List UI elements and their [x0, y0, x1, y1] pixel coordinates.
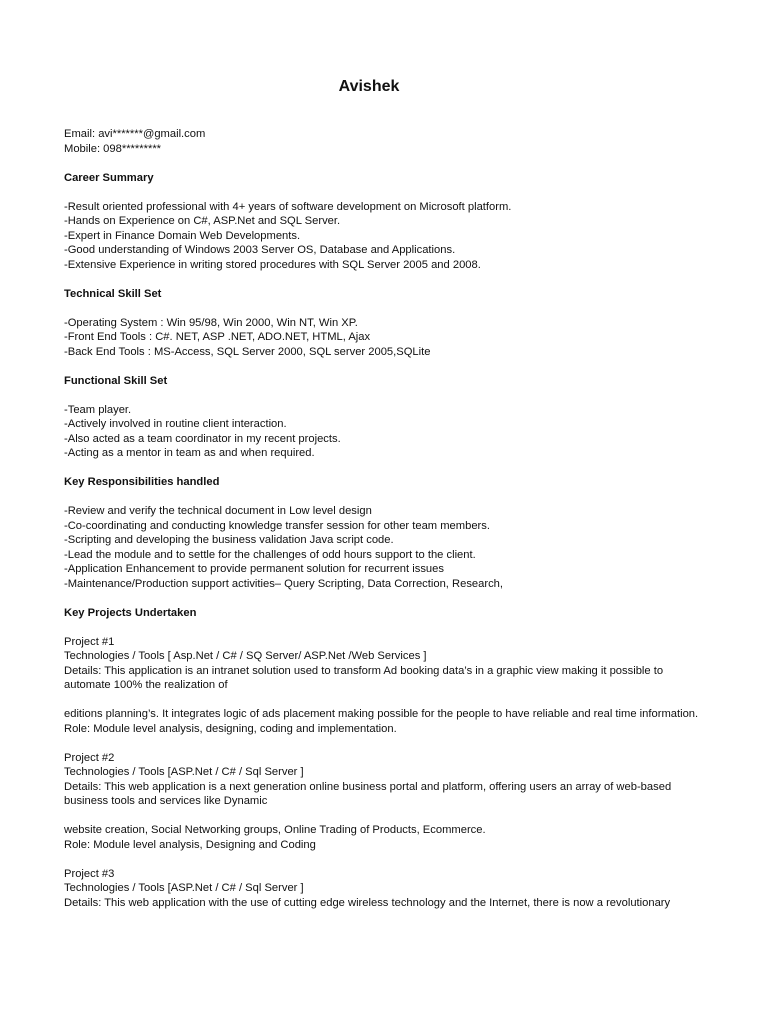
- project-technologies: Technologies / Tools [ASP.Net / C# / Sql Server ]: [64, 766, 304, 778]
- project-role: Role: Module level analysis, Designing and Coding: [64, 838, 316, 851]
- responsibility-item: -Co-coordinating and conducting knowledge transfer session for other team members.: [64, 519, 490, 532]
- responsibility-item: -Lead the module and to settle for the challenges of odd hours support to the client.: [64, 548, 476, 561]
- technical-skill-item: -Operating System : Win 95/98, Win 2000, Win NT, Win XP.: [64, 316, 358, 329]
- functional-skill-item: -Acting as a mentor in team as and when required.: [64, 447, 315, 459]
- responsibility-item: -Maintenance/Production support activities– Query Scripting, Data Correction, Research,: [64, 577, 504, 590]
- project-name: Project #2: [64, 751, 115, 764]
- project-details: Details: This web application is a next generation online business portal and platform, offering users an array of web-based business tools and services like Dynamic: [64, 780, 672, 807]
- resume-title: Avishek: [338, 78, 400, 95]
- technical-skills-heading: Technical Skill Set: [64, 287, 162, 300]
- project-technologies: Technologies / Tools [ Asp.Net / C# / SQ Server/ ASP.Net /Web Services ]: [64, 650, 427, 662]
- resume-content: [64, 127, 704, 910]
- career-summary-item: -Extensive Experience in writing stored procedures with SQL Server 2005 and 2008.: [64, 258, 481, 271]
- career-summary-heading: Career Summary: [64, 171, 154, 184]
- functional-skill-item: -Team player.: [64, 403, 132, 416]
- functional-skill-item: -Actively involved in routine client interaction.: [64, 418, 287, 430]
- functional-skill-item: -Also acted as a team coordinator in my recent projects.: [64, 432, 341, 445]
- project-details-continued: editions planning’s. It integrates logic of ads placement making possible for the people to have reliable and real time information.: [64, 708, 699, 720]
- career-summary-item: -Good understanding of Windows 2003 Server OS, Database and Applications.: [64, 244, 456, 256]
- project-role: Role: Module level analysis, designing, coding and implementation.: [64, 722, 397, 735]
- responsibilities-heading: Key Responsibilities handled: [64, 476, 220, 488]
- project-technologies: Technologies / Tools [ASP.Net / C# / Sql Server ]: [64, 882, 304, 894]
- responsibility-item: -Review and verify the technical document in Low level design: [64, 505, 372, 517]
- project-details-continued: website creation, Social Networking groups, Online Trading of Products, Ecommerce.: [64, 824, 486, 836]
- project-details: Details: This application is an intranet solution used to transform Ad booking data’s in a graphic view making it possible to automate 100% the realization of: [64, 664, 664, 691]
- project-name: Project #1: [64, 635, 115, 648]
- mobile-line: Mobile: 098*********: [64, 142, 162, 155]
- career-summary-item: -Expert in Finance Domain Web Developments.: [64, 229, 301, 242]
- career-summary-item: -Hands on Experience on C#, ASP.Net and SQL Server.: [64, 215, 341, 227]
- technical-skill-item: -Back End Tools : MS-Access, SQL Server 2000, SQL server 2005,SQLite: [64, 345, 431, 358]
- projects-heading: Key Projects Undertaken: [64, 606, 197, 619]
- email-line: Email: avi*******@gmail.com: [64, 128, 206, 140]
- project-details: Details: This web application with the use of cutting edge wireless technology and the Internet, there is now a revolutionary: [64, 896, 671, 909]
- technical-skill-item: -Front End Tools : C#. NET, ASP .NET, ADO.NET, HTML, Ajax: [64, 331, 371, 343]
- responsibility-item: -Scripting and developing the business validation Java script code.: [64, 534, 394, 546]
- career-summary-item: -Result oriented professional with 4+ years of software development on Microsoft platform.: [64, 200, 512, 213]
- responsibility-item: -Application Enhancement to provide permanent solution for recurrent issues: [64, 563, 444, 575]
- functional-skills-heading: Functional Skill Set: [64, 374, 168, 387]
- project-name: Project #3: [64, 867, 115, 880]
